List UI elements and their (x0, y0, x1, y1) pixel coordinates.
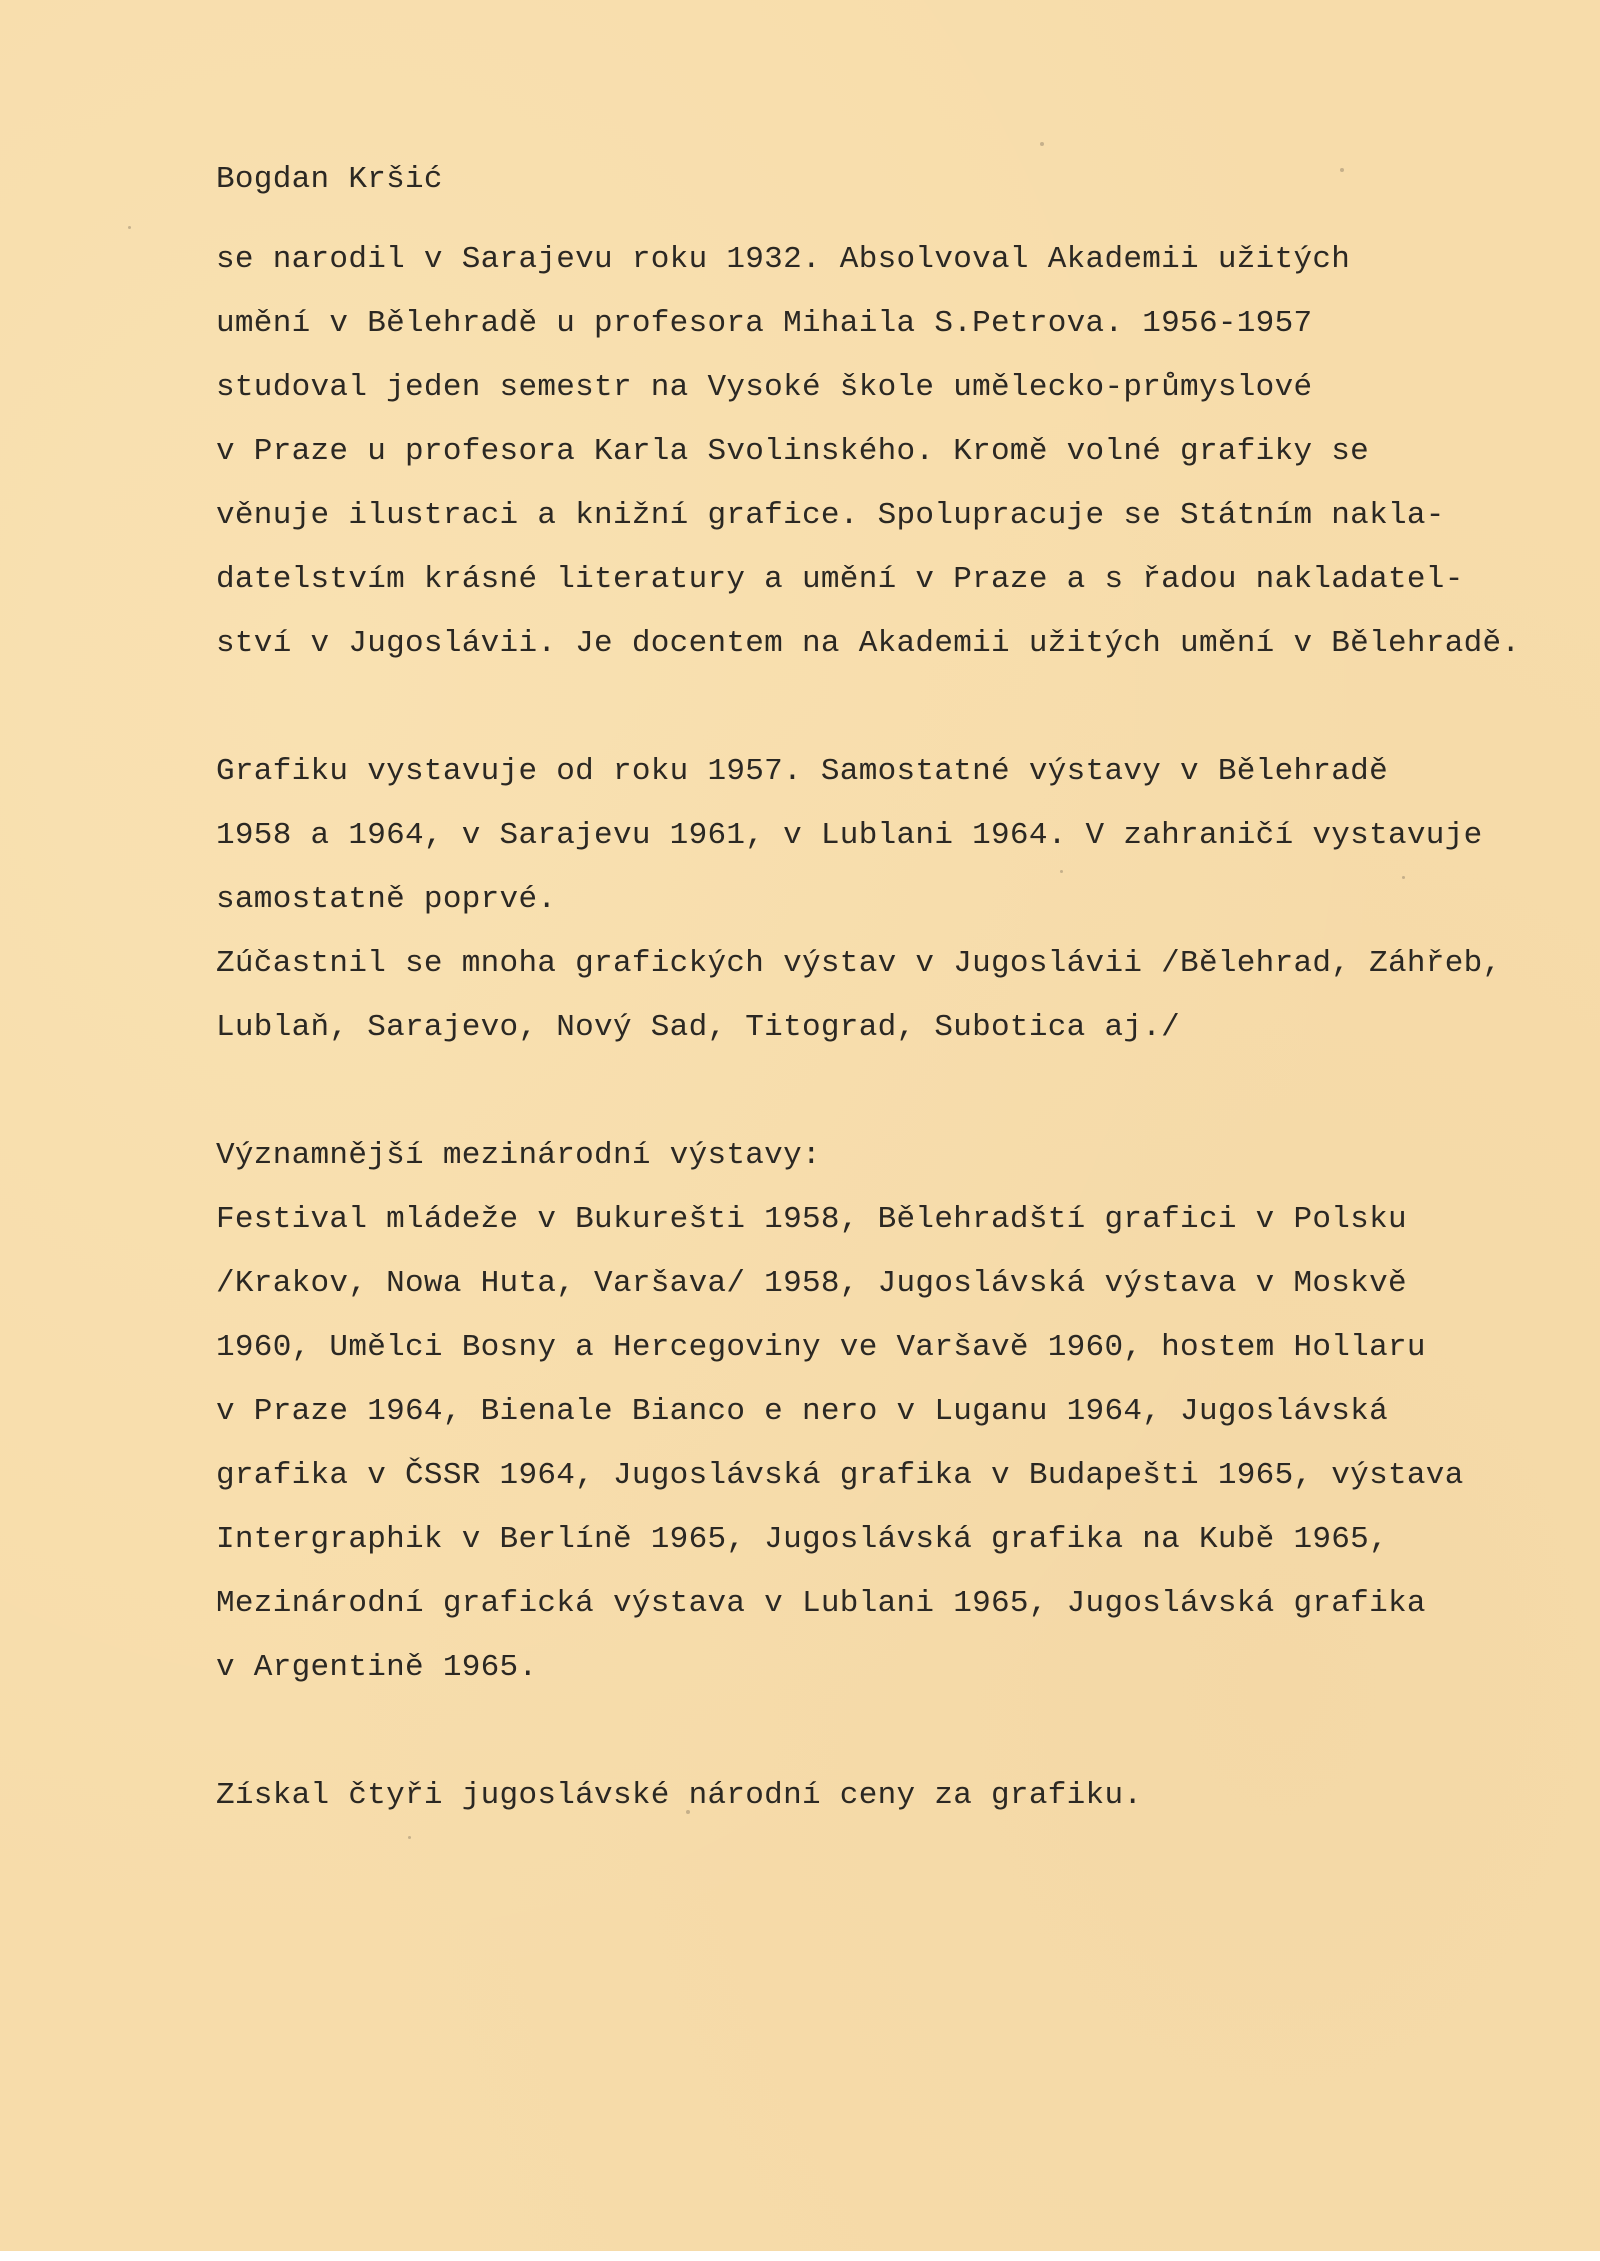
text-line: datelstvím krásné literatury a umění v Praze a s řadou nakladatel- (216, 562, 1464, 597)
text-line: 1960, Umělci Bosny a Hercegoviny ve Varšavě 1960, hostem Hollaru (216, 1330, 1426, 1365)
text-line: Lublaň, Sarajevo, Nový Sad, Titograd, Subotica aj./ (216, 1010, 1181, 1045)
text-line: studoval jeden semestr na Vysoké škole umělecko-průmyslové (216, 370, 1313, 405)
text-line: věnuje ilustraci a knižní grafice. Spolupracuje se Státním nakla- (216, 498, 1445, 533)
biography-paragraph (216, 228, 1576, 676)
international-exhibitions-paragraph (216, 1188, 1576, 1700)
paper-speck (1040, 142, 1044, 146)
text-line: v Argentině 1965. (216, 1650, 538, 1685)
text-line: v Praze u profesora Karla Svolinského. Kromě volné grafiky se (216, 434, 1370, 469)
text-line: 1958 a 1964, v Sarajevu 1961, v Lublani 1964. V zahraničí vystavuje (216, 818, 1483, 853)
text-line: umění v Bělehradě u profesora Mihaila S.Petrova. 1956-1957 (216, 306, 1313, 341)
international-exhibitions-heading: Významnější mezinárodní výstavy: (216, 1138, 821, 1173)
text-line: Zúčastnil se mnoha grafických výstav v Jugoslávii /Bělehrad, Záhřeb, (216, 946, 1502, 981)
text-line: Intergraphik v Berlíně 1965, Jugoslávská grafika na Kubě 1965, (216, 1522, 1388, 1557)
text-line: v Praze 1964, Bienale Bianco e nero v Luganu 1964, Jugoslávská (216, 1394, 1388, 1429)
text-line: Mezinárodní grafická výstava v Lublani 1965, Jugoslávská grafika (216, 1586, 1426, 1621)
document-body (216, 148, 1576, 1828)
text-line: grafika v ČSSR 1964, Jugoslávská grafika v Budapešti 1965, výstava (216, 1458, 1464, 1493)
awards-line: Získal čtyři jugoslávské národní ceny za grafiku. (216, 1778, 1143, 1813)
text-line: ství v Jugoslávii. Je docentem na Akademii užitých umění v Bělehradě. (216, 626, 1521, 661)
text-line: /Krakov, Nowa Huta, Varšava/ 1958, Jugoslávská výstava v Moskvě (216, 1266, 1407, 1301)
text-line: Festival mládeže v Bukurešti 1958, Bělehradští grafici v Polsku (216, 1202, 1407, 1237)
paper-speck (128, 226, 131, 229)
document-title: Bogdan Kršić (216, 162, 443, 197)
exhibitions-paragraph (216, 740, 1576, 1060)
paper-speck (408, 1836, 411, 1839)
text-line: samostatně poprvé. (216, 882, 557, 917)
text-line: Grafiku vystavuje od roku 1957. Samostatné výstavy v Bělehradě (216, 754, 1388, 789)
text-line: se narodil v Sarajevu roku 1932. Absolvoval Akademii užitých (216, 242, 1351, 277)
